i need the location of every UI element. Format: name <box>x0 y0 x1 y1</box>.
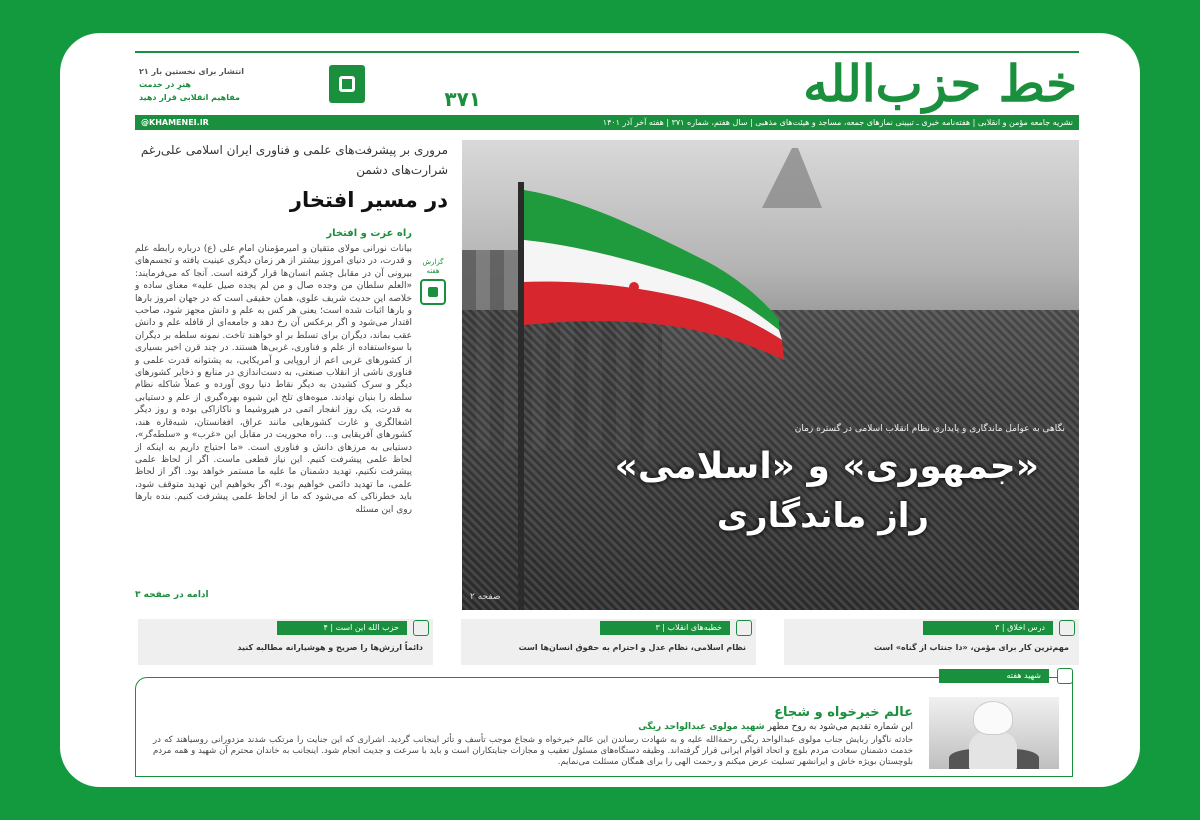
photo-caption: نگاهی به عوامل ماندگاری و پایداری نظام انقلاب اسلامی در گستره زمان <box>794 424 1065 434</box>
section-tab: درس اخلاق | ۳ <box>923 621 1053 635</box>
martyr-portrait <box>929 697 1059 769</box>
masthead-note <box>139 65 319 104</box>
article-body-text: بیانات نورانی مولای متقیان و امیرمؤمنان امام علی (ع) درباره رابطه علم و قدرت، در دنیای امروز بیشتر از هر زمان دیگری عینیت یافته و تجسم‌های بیرونی آن در مقابل چشم انسان‌ها قرار گرفته است. آنجا که می‌فرمایند: «العلم سلطان من وجده صال و من لم یجده صیل علیه» معنای ساده و خلاصه این حدیث شریف علوی، همان حقیقی است که در جهان امروز بارها و بارها اثبات شده است؛ یعنی هر کس به علم و دانش مجهز شود، صاحب اقتدار می‌شود و اگر برعکس آن رخ دهد و جامعه‌ای از قافله علم و دانش عقب بماند، دیگران برای تسلط بر او خواهند تاخت. نمونه سلطه بر دیگران با سوءاستفاده از علم و فناوری، غربی‌ها هستند. در چند قرن اخیر بسیاری از کشورهای غربی اعم از اروپایی و آمریکایی، به پشتوانه قدرت علمی و فناوری ناشی از انقلاب صنعتی، به دست‌اندازی در منابع و ذخایر کشورهای دیگر و سرک کشیدن به دیگر نقاط دنیا روی آورده و عملاً شاکله نظام سلطه را بنیان نهادند. میوه‌های تلخ این شیوه بهره‌گیری از علم و دستیابی به قدرت، یک روز انفجار اتمی در هیروشیما و ناکازاکی بوده و روز دیگر اشغالگری و غارت کشورهایی مانند عراق، افغانستان، شبه‌قاره هند، کشورهای آفریقایی و... راه محوریت در مقابل این «غرب» و «سلطه‌گر»، دستیابی به مرزهای دانش و فناوری است. «ما احتیاج داریم به اینکه از لحاظ علمی پیشرفت کنیم. این نیاز قطعی ماست. اگر از لحاظ علمی پیشرفت نکنیم، تهدید دشمنان ما علیه ما مستمر خواهد بود. اگر از لحاظ علمی، ما تهدید دائمی خواهیم بود.» اگر بخواهیم این تهدید متوقف شود، باید خطرناکی که می‌شود که ما از لحاظ علمی پیشرفت کنیم. بنده بارها روی این مسئله <box>135 244 412 515</box>
site-handle: @KHAMENEI.IR <box>141 118 209 127</box>
section-teaser[interactable] <box>461 619 756 665</box>
continue-link[interactable]: ادامه در صفحه ۳ <box>135 590 209 600</box>
masthead-rule <box>135 51 1079 53</box>
emblem-icon <box>329 65 365 103</box>
section-teasers <box>135 619 1079 665</box>
martyr-name: شهید مولوی عبدالواحد ریگی <box>638 722 765 732</box>
report-badge-label: گزارش هفته <box>422 258 444 275</box>
mosque-icon <box>736 620 752 636</box>
newspaper-logo: خط حزب‌الله <box>803 54 1077 113</box>
report-badge <box>418 258 448 305</box>
newspaper-front-page <box>135 47 1079 777</box>
photo-title: «جمهوری» و «اسلامی» <box>614 446 1039 487</box>
info-bar-text: نشریه جامعه مؤمن و انقلابی | هفته‌نامه خبری ـ تبیینی نمازهای جمعه، مساجد و هیئت‌های مذهبی | سال هفتم، شماره ۳۷۱ | هفته آخر آذر ۱۴۰۱ <box>602 118 1073 127</box>
main-photo <box>462 140 1079 610</box>
section-tab: خطبه‌های انقلاب | ۳ <box>600 621 730 635</box>
section-tab: حزب الله این است | ۴ <box>277 621 407 635</box>
newspaper-sheet <box>60 33 1140 787</box>
masthead-note-line: هنرِ در خدمت <box>139 80 191 89</box>
issue-number: ۳۷۱ <box>444 87 481 111</box>
masthead <box>135 47 1079 111</box>
lead-article <box>135 140 448 610</box>
martyr-body: حادثه ناگوار ربایش جناب مولوی عبدالواحد ریگی رحمةالله علیه و به شهادت رساندن این عالم خیرخواه و شجاع موجب تأسف و تأثر اینجانب گردید. اشراری که این جنایت را مرتکب شدند مزدورانی روسیاهند که در خدمت دشمنان سعادت مردم بلوچ و اتحاد اقوام ایرانی قرار گرفته‌اند. وظیفه دستگاه‌های مسئول تعقیب و مجازات جنایتکاران است و باید با سرعت و جدیت انجام شود. اینجانب به خاندان محترم آن شهید و همه مردم بلوچستان بویژه خاش و ایرانشهر تسلیت عرض میکنم و رحمت الهی را برای همگان مسئلت می‌نمایم. <box>153 735 913 767</box>
section-teaser[interactable] <box>138 619 433 665</box>
iran-flag-icon <box>524 190 784 360</box>
article-headline: در مسیر افتخار <box>289 188 448 212</box>
martyr-dedication <box>638 722 913 732</box>
photo-subtitle: راز ماندگاری <box>716 496 929 536</box>
fist-icon <box>413 620 429 636</box>
article-byline: راه عزت و افتخار <box>326 228 412 239</box>
martyr-title: عالم خیرخواه و شجاع <box>774 705 913 720</box>
section-text: مهم‌ترین کار برای مؤمن، «دا جنتاب از گناه» است <box>873 643 1069 652</box>
martyr-icon <box>1057 668 1073 684</box>
page-reference: صفحه ۲ <box>470 592 501 602</box>
masthead-note-line: انتشار برای نخستین بار ۲۱ <box>139 67 244 76</box>
martyr-of-week <box>135 665 1079 777</box>
dedication-prefix: این شماره تقدیم می‌شود به روح مطهر <box>767 722 913 732</box>
lesson-icon <box>1059 620 1075 636</box>
section-text: دائماً ارزش‌ها را صریح و هوشیارانه مطالبه کنید <box>237 643 423 652</box>
article-body <box>135 243 448 516</box>
report-icon <box>420 279 446 305</box>
martyr-tab: شهید هفته <box>939 669 1049 683</box>
article-kicker: مروری بر پیشرفت‌های علمی و فناوری ایران اسلامی علی‌رغم شرارت‌های دشمن <box>140 143 448 177</box>
section-teaser[interactable] <box>784 619 1079 665</box>
masthead-info-bar <box>135 115 1079 130</box>
masthead-note-line: مفاهیم انقلابی قرار دهید <box>139 93 240 102</box>
section-text: نظام اسلامی، نظام عدل و احترام به حقوق انسان‌ها است <box>518 643 746 652</box>
